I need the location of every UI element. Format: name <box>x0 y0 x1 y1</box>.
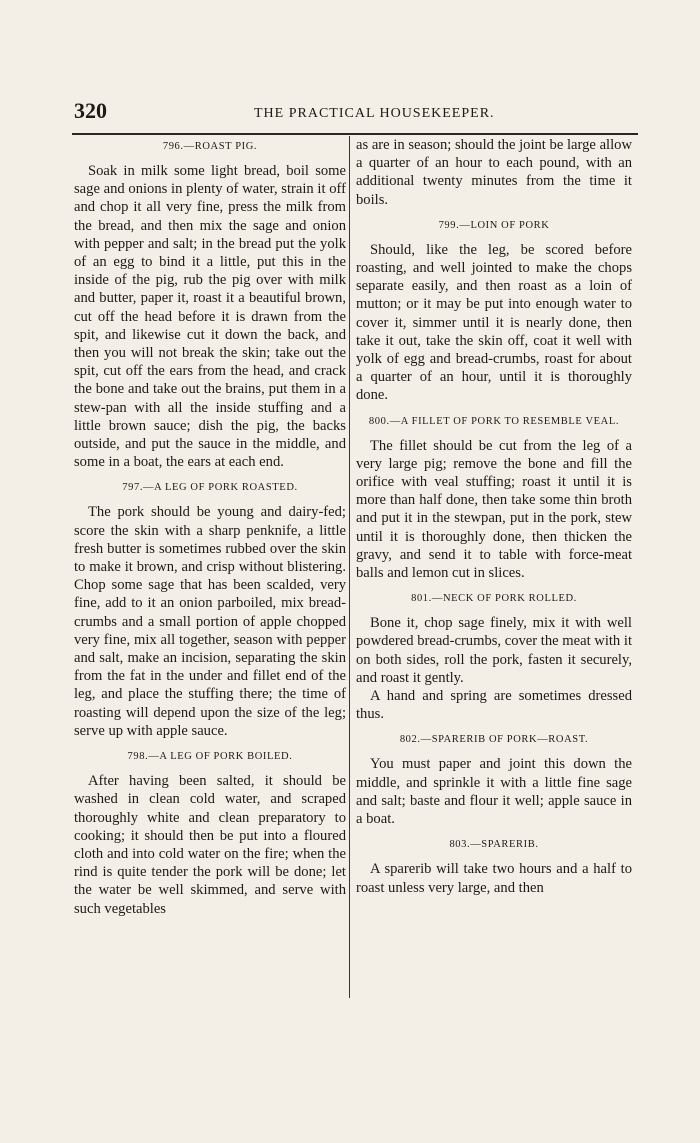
recipe-title-797: 797.—A LEG OF PORK ROASTED. <box>122 482 298 494</box>
column-divider <box>349 136 350 998</box>
recipe-title-801: 801.—NECK OF PORK ROLLED. <box>411 593 577 605</box>
left-column <box>74 136 346 918</box>
recipe-title-800: 800.—A FILLET OF PORK TO RESEMBLE VEAL. <box>368 415 620 427</box>
recipe-title-802: 802.—SPARERIB OF PORK—ROAST. <box>399 734 589 746</box>
recipe-title-798: 798.—A LEG OF PORK BOILED. <box>127 751 293 763</box>
recipe-title-796: 796.—ROAST PIG. <box>162 141 258 152</box>
recipe-text-803: A sparerib will take two hours and a half to roast unless very large, and then <box>356 861 632 896</box>
running-title: THE PRACTICAL HOUSEKEEPER. <box>254 106 495 121</box>
recipe-text-801: Bone it, chop sage finely, mix it with well powdered bread-crumbs, cover the meat with it on both sides, roll the pork, fasten it securely, and roast it gently. <box>356 615 632 686</box>
recipe-title-799: 799.—LOIN OF PORK <box>438 219 550 231</box>
page-number: 320 <box>74 98 107 123</box>
page-header <box>74 98 636 132</box>
recipe-text-796: Soak in milk some light bread, boil some sage and onions in plenty of water, strain it off and chop it all very fine, press the milk from the bread, and then mix the sage and onion with pepper and salt; in the bread put the yolk of an egg to bind it a little, put this in the inside of the pig, rub the pig over with milk and butter, paper it, roast it a beautiful brown, cut off the head before it is drawn from the spit, and likewise cut it down the back, and then you will not break the skin; take out the spit, cut off the ears from the head, and crack the bone and take out the brains, put them in a stew-pan with all the inside stuffing and a little brown sauce; dish the pig, the backs outside, and put the sauce in the middle, and some in a boat, the ears at each end. <box>74 163 346 471</box>
recipe-text-800: The fillet should be cut from the leg of a very large pig; remove the bone and fill the orifice with veal stuffing; roast it until it is more than half done, then take some thin broth and put it in the stewpan, put in the pork, stew until it is thoroughly done, then thicken the gravy, and send it to table with force-meat balls and lemon cut in slices. <box>356 437 632 582</box>
recipe-text-802: You must paper and joint this down the middle, and sprinkle it with a little fine sage and salt; baste and flour it well; apple sauce in a boat. <box>356 756 632 828</box>
recipe-text-801-note: A hand and spring are sometimes dressed thus. <box>356 688 632 723</box>
recipe-text-799: Should, like the leg, be scored before roasting, and well jointed to make the chops separate easily, and then roast as a loin of mutton; or it may be put into enough water to cover it, simmer until it is nearly done, then take it out, take the skin off, coat it well with yolk of egg and bread-crumbs, roast for about a quarter of an hour, until it is thoroughly done. <box>356 241 632 404</box>
header-rule <box>72 133 638 135</box>
recipe-text-797: The pork should be young and dairy-fed; score the skin with a sharp penknife, a little fresh butter is sometimes rubbed over the skin to make it brown, and crisp without blistering. Chop some sage that has been scalded, very fine, add to it an onion parboiled, mix bread-crumbs and a small portion of apple chopped very fine, mix all together, season with pepper and salt, make an incision, separating the skin from the fat in the under and fillet end of the leg, and place the stuffing there; the time of roasting will depend upon the size of the leg; serve up with apple sauce. <box>74 504 346 739</box>
recipe-text-798-continued: as are in season; should the joint be large allow a quarter of an hour to each pound, with an additional twenty minutes from the time it boils. <box>356 137 632 208</box>
recipe-title-803: 803.—SPARERIB. <box>449 839 539 851</box>
recipe-text-798: After having been salted, it should be washed in clean cold water, and scraped thoroughly white and clean preparatory to cooking; it should then be put into a floured cloth and into cold water on the fire; when the rind is quite tender the pork will be done; let the water be well skimmed, and serve with such vegetables <box>74 773 346 917</box>
right-column <box>356 136 632 897</box>
